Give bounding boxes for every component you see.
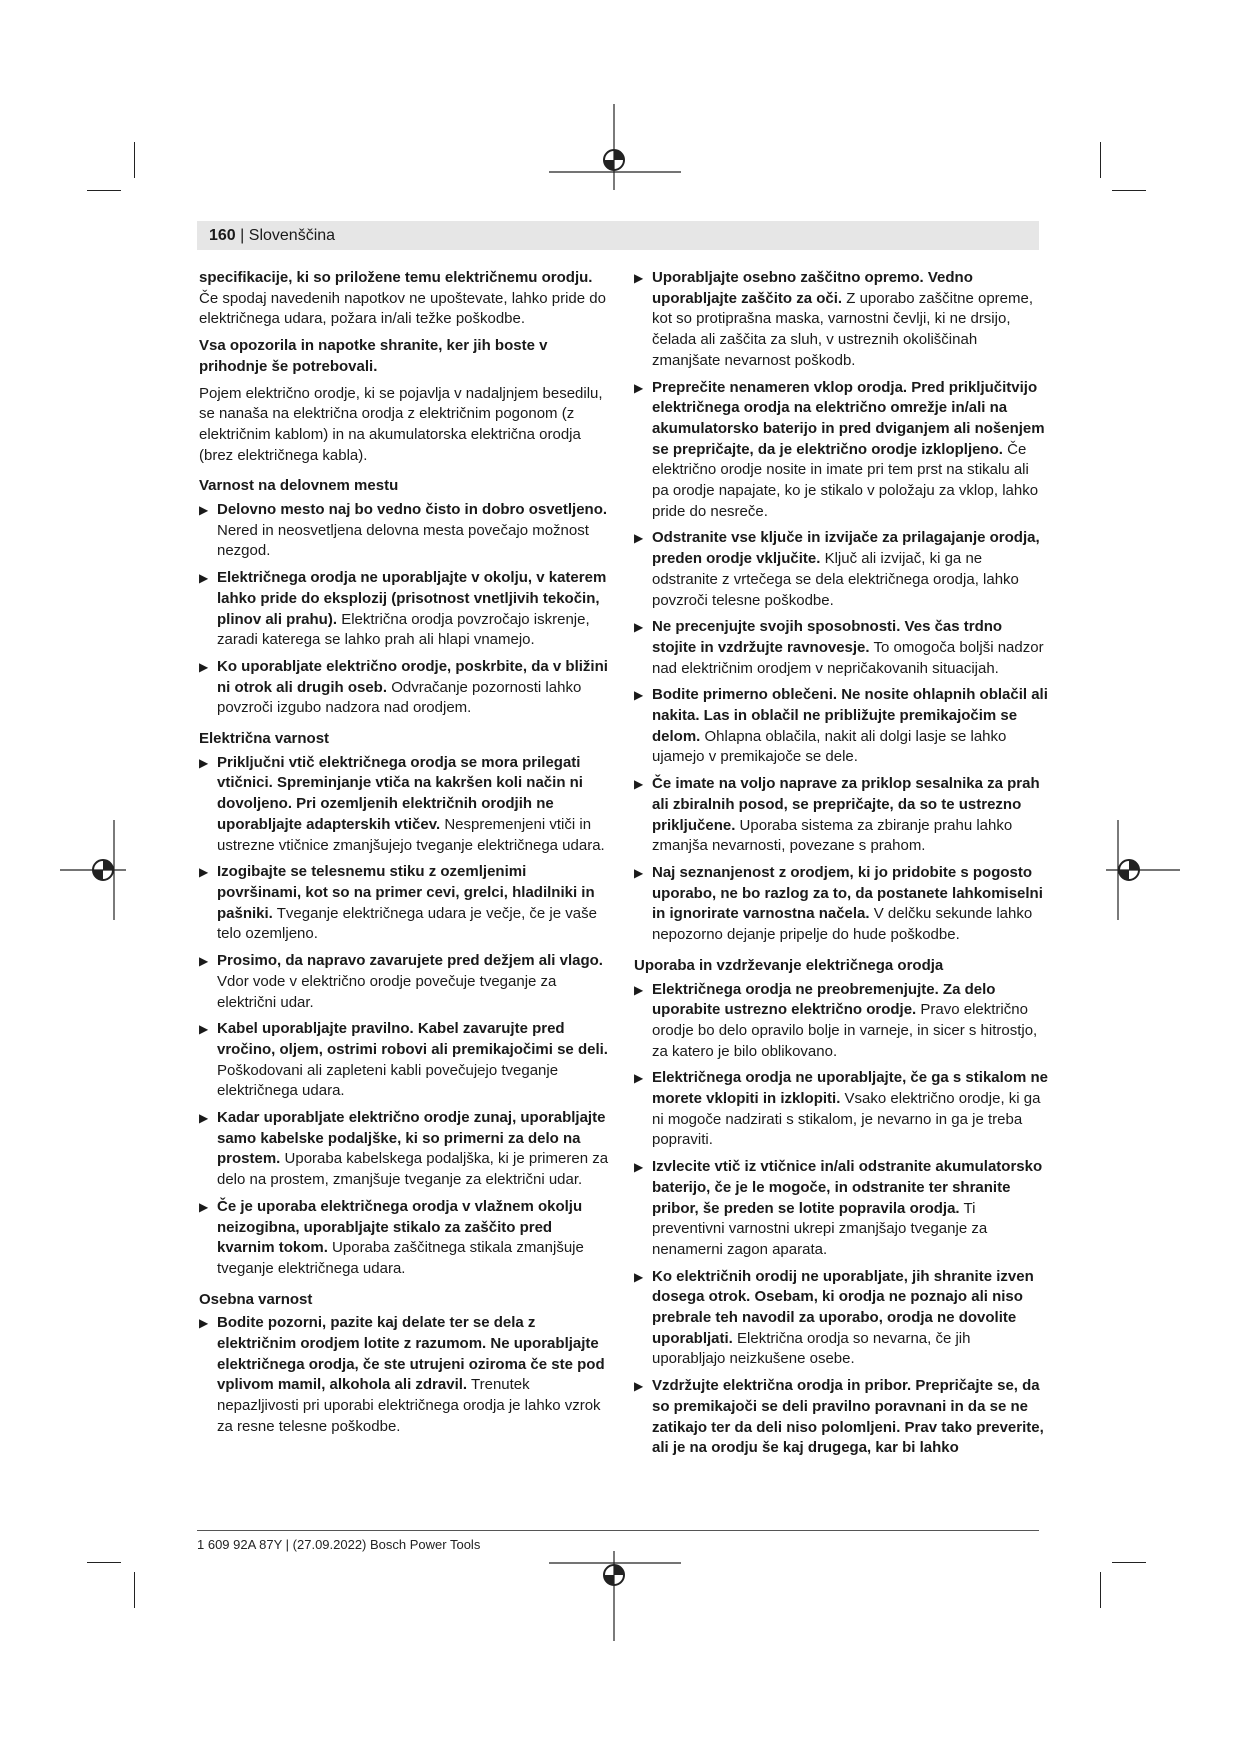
bullet-item bbox=[634, 774, 1048, 857]
right-column bbox=[634, 268, 1048, 1465]
body-text: Vdor vode v električno orodje povečuje tveganje za električni udar. bbox=[217, 972, 557, 1011]
bullet-arrow-icon: ▶ bbox=[199, 1316, 209, 1331]
emphasis-text: Ko električnih orodij ne uporabljate, jih shranite izven dosega otrok. Osebam, ki orodja ne poznajo ali niso prebrale teh navodil za uporabo, orodja ne dovolite uporabljati. bbox=[652, 1267, 1034, 1347]
footer-text: 1 609 92A 87Y | (27.09.2022) Bosch Power Tools bbox=[197, 1537, 481, 1552]
bullet-arrow-icon: ▶ bbox=[199, 659, 209, 674]
emphasis-text: Odstranite vse ključe in izvijače za prilagajanje orodja, preden orodje vključite. bbox=[652, 529, 1040, 568]
body-text: Z uporabo zaščitne opreme, kot so protiprašna maska, varnostni čevlji, ki ne drsijo, čelada ali zaščita za sluh, v ustreznih okoliščinah zmanjšate nevarnost poškodb. bbox=[652, 289, 1034, 369]
bullet-item bbox=[199, 568, 613, 651]
body-text: Ključ ali izvijač, ki ga ne odstranite z vrtečega se dela električnega orodja, lahko povzroči telesne poškodbe. bbox=[652, 550, 1019, 609]
bullet-arrow-icon: ▶ bbox=[199, 755, 209, 770]
body-text: Poškodovani ali zapleteni kabli povečujejo tveganje električnega udara. bbox=[217, 1061, 559, 1100]
crop-mark bbox=[1112, 190, 1146, 191]
crop-mark bbox=[1100, 142, 1101, 178]
bullet-item bbox=[634, 980, 1048, 1063]
bullet-arrow-icon: ▶ bbox=[634, 777, 644, 792]
bullet-arrow-icon: ▶ bbox=[634, 865, 644, 880]
section-heading: Uporaba in vzdrževanje električnega orodja bbox=[634, 956, 944, 974]
section-heading: Osebna varnost bbox=[199, 1290, 313, 1308]
registration-mark-bottom bbox=[549, 1551, 681, 1641]
left-column bbox=[199, 268, 613, 1444]
registration-mark-left bbox=[60, 820, 126, 920]
bullet-item bbox=[199, 862, 613, 945]
emphasis-text: Delovno mesto naj bo vedno čisto in dobro osvetljeno. bbox=[217, 501, 608, 519]
body-text: Nespremenjeni vtiči in ustrezne vtičnice zmanjšujejo tveganje električnega udara. bbox=[217, 815, 605, 854]
section-heading: Električna varnost bbox=[199, 730, 330, 748]
emphasis-text: Bodite primerno oblečeni. Ne nosite ohlapnih oblačil ali nakita. Las in oblačil ne približujte premikajočim se delom. bbox=[652, 686, 1048, 745]
body-text: Ohlapna oblačila, nakit ali dolgi lasje se lahko ujamejo v premikajoče se dele. bbox=[652, 727, 1007, 766]
body-text: Električna orodja povzročajo iskrenje, zaradi katerega se lahko prah ali hlapi vnamejo. bbox=[217, 610, 590, 649]
bullet-arrow-icon: ▶ bbox=[199, 503, 209, 518]
crop-mark bbox=[134, 142, 135, 178]
registration-mark-top bbox=[549, 104, 681, 190]
bullet-arrow-icon: ▶ bbox=[634, 531, 644, 546]
body-text: Uporaba sistema za zbiranje prahu lahko zmanjša nevarnosti, povezane s prahom. bbox=[652, 816, 1013, 855]
bullet-item bbox=[634, 268, 1048, 372]
bullet-arrow-icon: ▶ bbox=[199, 1111, 209, 1126]
bullet-arrow-icon: ▶ bbox=[199, 1199, 209, 1214]
body-text: Vsako električno orodje, ki ga ni mogoče nadzirati s stikalom, je nevarno in ga je treba popraviti. bbox=[652, 1090, 1041, 1149]
body-text: Tveganje električnega udara je večje, če je vaše telo ozemljeno. bbox=[217, 904, 597, 943]
emphasis-text: Če je uporaba električnega orodja v vlažnem okolju neizogibna, uporabljajte stikalo za zaščito pred kvarnim tokom. bbox=[217, 1197, 583, 1257]
emphasis-text: Električnega orodja ne uporabljajte v okolju, v katerem lahko pride do eksplozij (prisotnost vnetljivih tekočin, plinov ali prahu). bbox=[217, 569, 607, 628]
body-text: Če električno orodje nosite in imate pri tem prst na stikalu ali pa orodje napajate, ko je stikalo v položaju za vklop, lahko pride do nesreče. bbox=[652, 440, 1039, 520]
bullet-arrow-icon: ▶ bbox=[199, 1022, 209, 1037]
bullet-arrow-icon: ▶ bbox=[634, 1071, 644, 1086]
paragraph bbox=[199, 384, 613, 467]
emphasis-text: Ko uporabljate električno orodje, poskrbite, da v bližini ni otrok ali drugih oseb. bbox=[217, 657, 608, 696]
paragraph bbox=[199, 268, 613, 330]
bullet-item bbox=[634, 1068, 1048, 1151]
crop-mark bbox=[87, 190, 121, 191]
emphasis-text: Kabel uporabljajte pravilno. Kabel zavarujte pred vročino, oljem, ostrimi robovi ali premikajočimi se deli. bbox=[217, 1020, 608, 1058]
bullet-item bbox=[199, 1019, 613, 1102]
bullet-arrow-icon: ▶ bbox=[634, 380, 644, 395]
paragraph bbox=[199, 336, 613, 377]
body-text: To omogoča boljši nadzor nad električnim orodjem v nepričakovanih situacijah. bbox=[652, 638, 1044, 677]
emphasis-text: Uporabljajte osebno zaščitno opremo. Vedno uporabljajte zaščito za oči. bbox=[652, 269, 973, 307]
crop-mark bbox=[134, 1572, 135, 1608]
emphasis-text: Vzdržujte električna orodja in pribor. Prepričajte se, da so premikajoči se deli pravilno poravnani in da se ne zatikajo ter da deli niso polomljeni. Prav tako preverite, ali je na orodju še kaj drugega, kar bi lahko bbox=[652, 1377, 1044, 1457]
emphasis-text: Priključni vtič električnega orodja se mora prilegati vtičnici. Spreminjanje vtiča na kakršen koli način ni dovoljeno. Pri ozemljenih električnih orodjih ne uporabljajte adapterskih vtičev. bbox=[217, 753, 583, 833]
crop-mark bbox=[1100, 1572, 1101, 1608]
emphasis-text: Preprečite nenameren vklop orodja. Pred priključitvijo električnega orodja na električno omrežje in/ali na akumulatorsko baterijo in pred dviganjem ali nošenjem se prepričajte, da je električno orodje izklopljeno. bbox=[652, 378, 1045, 458]
bullet-arrow-icon: ▶ bbox=[634, 1379, 644, 1394]
emphasis-text: Prosimo, da napravo zavarujete pred dežjem ali vlago. bbox=[217, 952, 603, 970]
page-header bbox=[197, 221, 1039, 250]
body-text: Pojem električno orodje, ki se pojavlja v nadaljnjem besedilu, se nanaša na električna orodja z električnim pogonom (z električnim kablom) in na akumulatorska električna orodja (brez električnega kabla). bbox=[199, 384, 603, 464]
bullet-arrow-icon: ▶ bbox=[634, 1269, 644, 1284]
body-text: Nered in neosvetljena delovna mesta povečajo možnost nezgod. bbox=[217, 521, 589, 560]
bullet-item bbox=[634, 1376, 1048, 1459]
bullet-arrow-icon: ▶ bbox=[199, 571, 209, 586]
body-text: Uporaba kabelskega podaljška, ki je primeren za delo na prostem, zmanjšuje tveganje za električni udar. bbox=[217, 1150, 609, 1189]
bullet-item bbox=[634, 1267, 1048, 1371]
emphasis-text: Izogibajte se telesnemu stiku z ozemljenimi površinami, kot so na primer cevi, grelci, hladilniki in pašniki. bbox=[217, 863, 595, 922]
body-text: Uporaba zaščitnega stikala zmanjšuje tveganje električnega udara. bbox=[217, 1239, 584, 1277]
body-text: Če spodaj navedenih napotkov ne upoštevate, lahko pride do električnega udara, požara in/ali težke poškodbe. bbox=[199, 289, 606, 328]
bullet-arrow-icon: ▶ bbox=[634, 271, 644, 285]
bullet-item bbox=[634, 378, 1048, 523]
bullet-arrow-icon: ▶ bbox=[634, 688, 644, 703]
emphasis-text: Električnega orodja ne preobremenjujte. Za delo uporabite ustrezno električno orodje. bbox=[652, 980, 996, 1019]
body-text: Odvračanje pozornosti lahko povzroči izgubo nadzora nad orodjem. bbox=[217, 678, 582, 717]
bullet-item bbox=[199, 951, 613, 1013]
bullet-item bbox=[199, 1108, 613, 1191]
emphasis-text: Kadar uporabljate električno orodje zunaj, uporabljajte samo kabelske podaljške, ki so primerni za delo na prostem. bbox=[217, 1109, 606, 1168]
body-text: Električna orodja so nevarna, če jih uporabljajo neizkušene osebe. bbox=[652, 1329, 971, 1368]
registration-mark-right bbox=[1106, 820, 1180, 920]
bullet-arrow-icon: ▶ bbox=[634, 1160, 644, 1175]
bullet-item bbox=[634, 528, 1048, 611]
bullet-arrow-icon: ▶ bbox=[634, 982, 644, 997]
crop-mark bbox=[87, 1562, 121, 1563]
emphasis-text: Če imate na voljo naprave za priklop sesalnika za prah ali zbiralnih posod, se prepričajte, da so te ustrezno priključene. bbox=[652, 775, 1040, 834]
footer-rule bbox=[197, 1530, 1039, 1531]
emphasis-text: Vsa opozorila in napotke shranite, ker jih boste v prihodnje še potrebovali. bbox=[199, 337, 548, 375]
bullet-item bbox=[199, 657, 613, 719]
emphasis-text: Bodite pozorni, pazite kaj delate ter se dela z električnim orodjem lotite z razumom. Ne uporabljajte električnega orodja, če ste utrujeni oziroma če ste pod vplivom mamil, alkohola ali zdravil. bbox=[217, 1314, 605, 1394]
bullet-item bbox=[634, 1157, 1048, 1261]
bullet-item bbox=[634, 685, 1048, 768]
section-heading: Varnost na delovnem mestu bbox=[199, 477, 399, 495]
bullet-item bbox=[634, 617, 1048, 679]
bullet-arrow-icon: ▶ bbox=[199, 865, 209, 880]
emphasis-text: specifikacije, ki so priložene temu električnemu orodju. bbox=[199, 269, 593, 286]
bullet-item bbox=[199, 1197, 613, 1280]
emphasis-text: Izvlecite vtič iz vtičnice in/ali odstranite akumulatorsko baterijo, če je le mogoče, in odstranite ter shranite pribor, še preden se lotite popravila orodja. bbox=[652, 1158, 1043, 1217]
bullet-arrow-icon: ▶ bbox=[634, 620, 644, 635]
body-text: Pravo električno orodje bo delo opravilo bolje in varneje, in sicer s hitrostjo, za katero je bilo oblikovano. bbox=[652, 1001, 1038, 1060]
section-language: Slovenščina bbox=[248, 227, 336, 244]
page-number: 160 bbox=[209, 227, 236, 244]
bullet-item bbox=[199, 500, 613, 562]
bullet-item bbox=[199, 1313, 613, 1437]
bullet-item bbox=[199, 753, 613, 857]
header-separator: | bbox=[240, 227, 245, 244]
bullet-item bbox=[634, 863, 1048, 946]
body-text: V delčku sekunde lahko nepozorno dejanje pripelje do hude poškodbe. bbox=[652, 905, 1033, 944]
emphasis-text: Ne precenjujte svojih sposobnosti. Ves čas trdno stojite in vzdržujte ravnovesje. bbox=[652, 618, 1003, 656]
bullet-arrow-icon: ▶ bbox=[199, 954, 209, 969]
emphasis-text: Naj seznanjenost z orodjem, ki jo pridobite s pogosto uporabo, ne bo razlog za to, da postanete lahkomiselni in ignorirate varnostna načela. bbox=[652, 863, 1043, 923]
body-text: Trenutek nepazljivosti pri uporabi električnega orodja je lahko vzrok za resne telesne poškodbe. bbox=[217, 1376, 601, 1435]
crop-mark bbox=[1112, 1562, 1146, 1563]
body-text: Ti preventivni varnostni ukrepi zmanjšajo tveganje za nenamerni zagon aparata. bbox=[652, 1199, 988, 1258]
emphasis-text: Električnega orodja ne uporabljajte, če ga s stikalom ne morete vklopiti in izklopiti. bbox=[652, 1069, 1048, 1108]
